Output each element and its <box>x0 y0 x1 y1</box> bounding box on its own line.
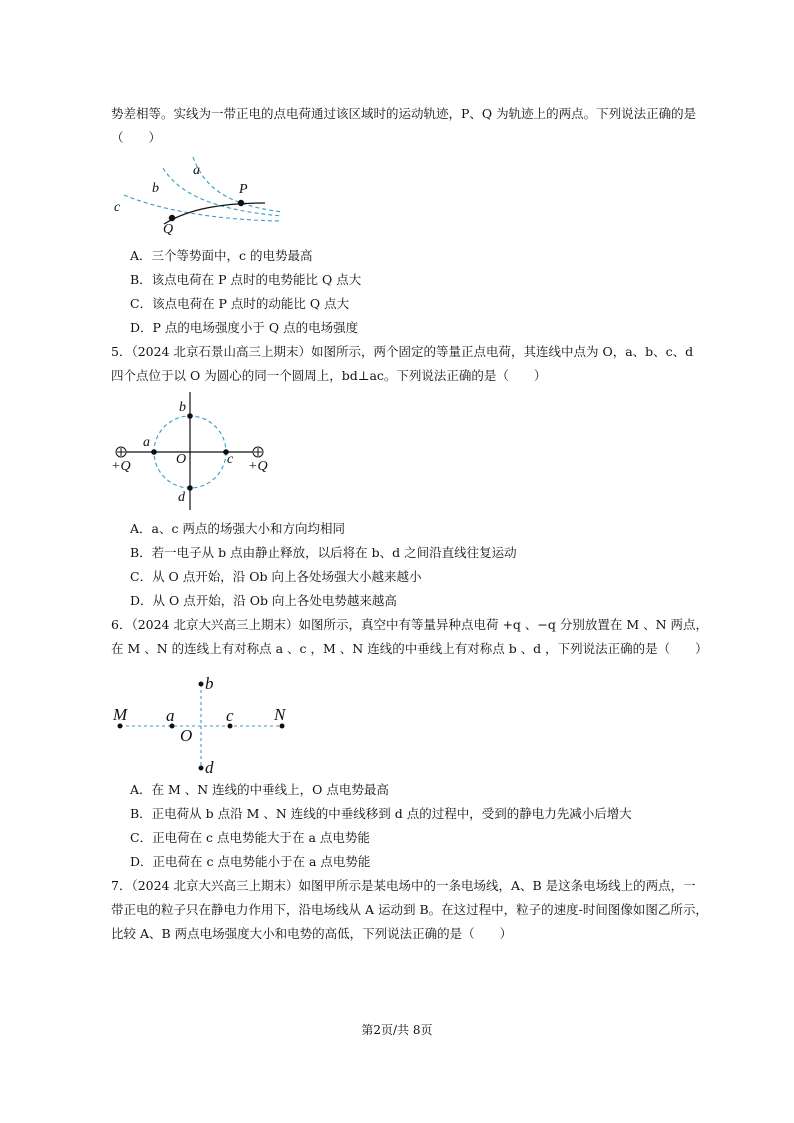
q5-label-c: c <box>227 452 234 467</box>
q6-label-c: c <box>226 706 234 725</box>
q5-label-d: d <box>178 490 185 505</box>
q6-label-b: b <box>205 674 214 693</box>
q4-label-p: P <box>239 182 248 197</box>
q4-option-a: A．三个等势面中，c 的电势最高 <box>130 248 313 263</box>
q6-stem-line1: 6．（2024 北京大兴高三上期末）如图所示，真空中有等量异种点电荷 +q 、−q 分别放置在 M 、N 两点， <box>111 617 709 632</box>
q4-label-q: Q <box>163 222 174 237</box>
q6-label-n: N <box>274 705 286 724</box>
page-footer: 第2页/共 8页 <box>361 1023 433 1037</box>
q4-option-d: D．P 点的电场强度小于 Q 点的电场强度 <box>130 320 359 335</box>
q5-option-d: D．从 O 点开始，沿 Ob 向上各处电势越来越高 <box>130 593 397 608</box>
q7-stem-line3: 比较 A、B 两点电场强度大小和电势的高低，下列说法正确的是（ ） <box>111 926 513 941</box>
q7-stem-line2: 带正电的粒子只在静电力作用下，沿电场线从 A 运动到 B。在这过程中，粒子的速度-时间图像如图乙所示， <box>111 902 708 917</box>
q5-label-a: a <box>143 435 150 450</box>
q4-label-b: b <box>152 181 159 196</box>
point-d <box>199 766 204 771</box>
q4-label-c: c <box>114 200 121 215</box>
q5-stem-line1: 5．（2024 北京石景山高三上期末）如图所示，两个固定的等量正点电荷，其连线中点为 O，a、b、c、d <box>111 344 694 359</box>
q6-label-a: a <box>166 706 175 725</box>
q5-option-b: B．若一电子从 b 点由静止释放，以后将在 b、d 之间沿直线往复运动 <box>130 545 517 560</box>
q6-option-d: D．正电荷在 c 点电势能小于在 a 点电势能 <box>130 854 371 869</box>
q6-label-o: O <box>180 726 193 745</box>
q6-label-d: d <box>205 758 214 777</box>
q5-stem-line2: 四个点位于以 O 为圆心的同一个圆周上，bd⊥ac。下列说法正确的是（ ） <box>111 368 547 383</box>
q6-option-a: A．在 M 、N 连线的中垂线上，O 点电势最高 <box>130 782 389 797</box>
q6-label-m: M <box>113 705 128 724</box>
q4-stem-line2: （ ） <box>111 130 162 145</box>
q6-option-c: C．正电荷在 c 点电势能大于在 a 点电势能 <box>130 830 370 845</box>
q6-option-b: B．正电荷从 b 点沿 M 、N 连线的中垂线移到 d 点的过程中，受到的静电力先减小后增大 <box>130 806 632 821</box>
q5-label-b: b <box>179 400 186 415</box>
q4-option-c: C．该点电荷在 P 点时的动能比 Q 点大 <box>130 296 350 311</box>
q5-label-o: O <box>176 452 187 467</box>
q5-label-charge-right: +Q <box>248 459 268 474</box>
q6-stem-line2: 在 M 、N 的连线上有对称点 a 、c ，M 、N 连线的中垂线上有对称点 b 、d ，下列说法正确的是（ ） <box>111 641 708 656</box>
q4-option-b: B．该点电荷在 P 点时的电势能比 Q 点大 <box>130 272 362 287</box>
q4-stem-line1: 势差相等。实线为一带正电的点电荷通过该区域时的运动轨迹，P、Q 为轨迹上的两点。下列说法正确的是 <box>111 106 697 121</box>
q4-label-a: a <box>193 163 200 178</box>
q5-option-c: C．从 O 点开始，沿 Ob 向上各处场强大小越来越小 <box>130 569 422 584</box>
q5-label-charge-left: +Q <box>111 459 131 474</box>
q7-stem-line1: 7．（2024 北京大兴高三上期末）如图甲所示是某电场中的一条电场线，A、B 是这条电场线上的两点，一 <box>111 878 696 893</box>
q5-option-a: A．a、c 两点的场强大小和方向均相同 <box>130 521 345 536</box>
point-b <box>199 682 204 687</box>
